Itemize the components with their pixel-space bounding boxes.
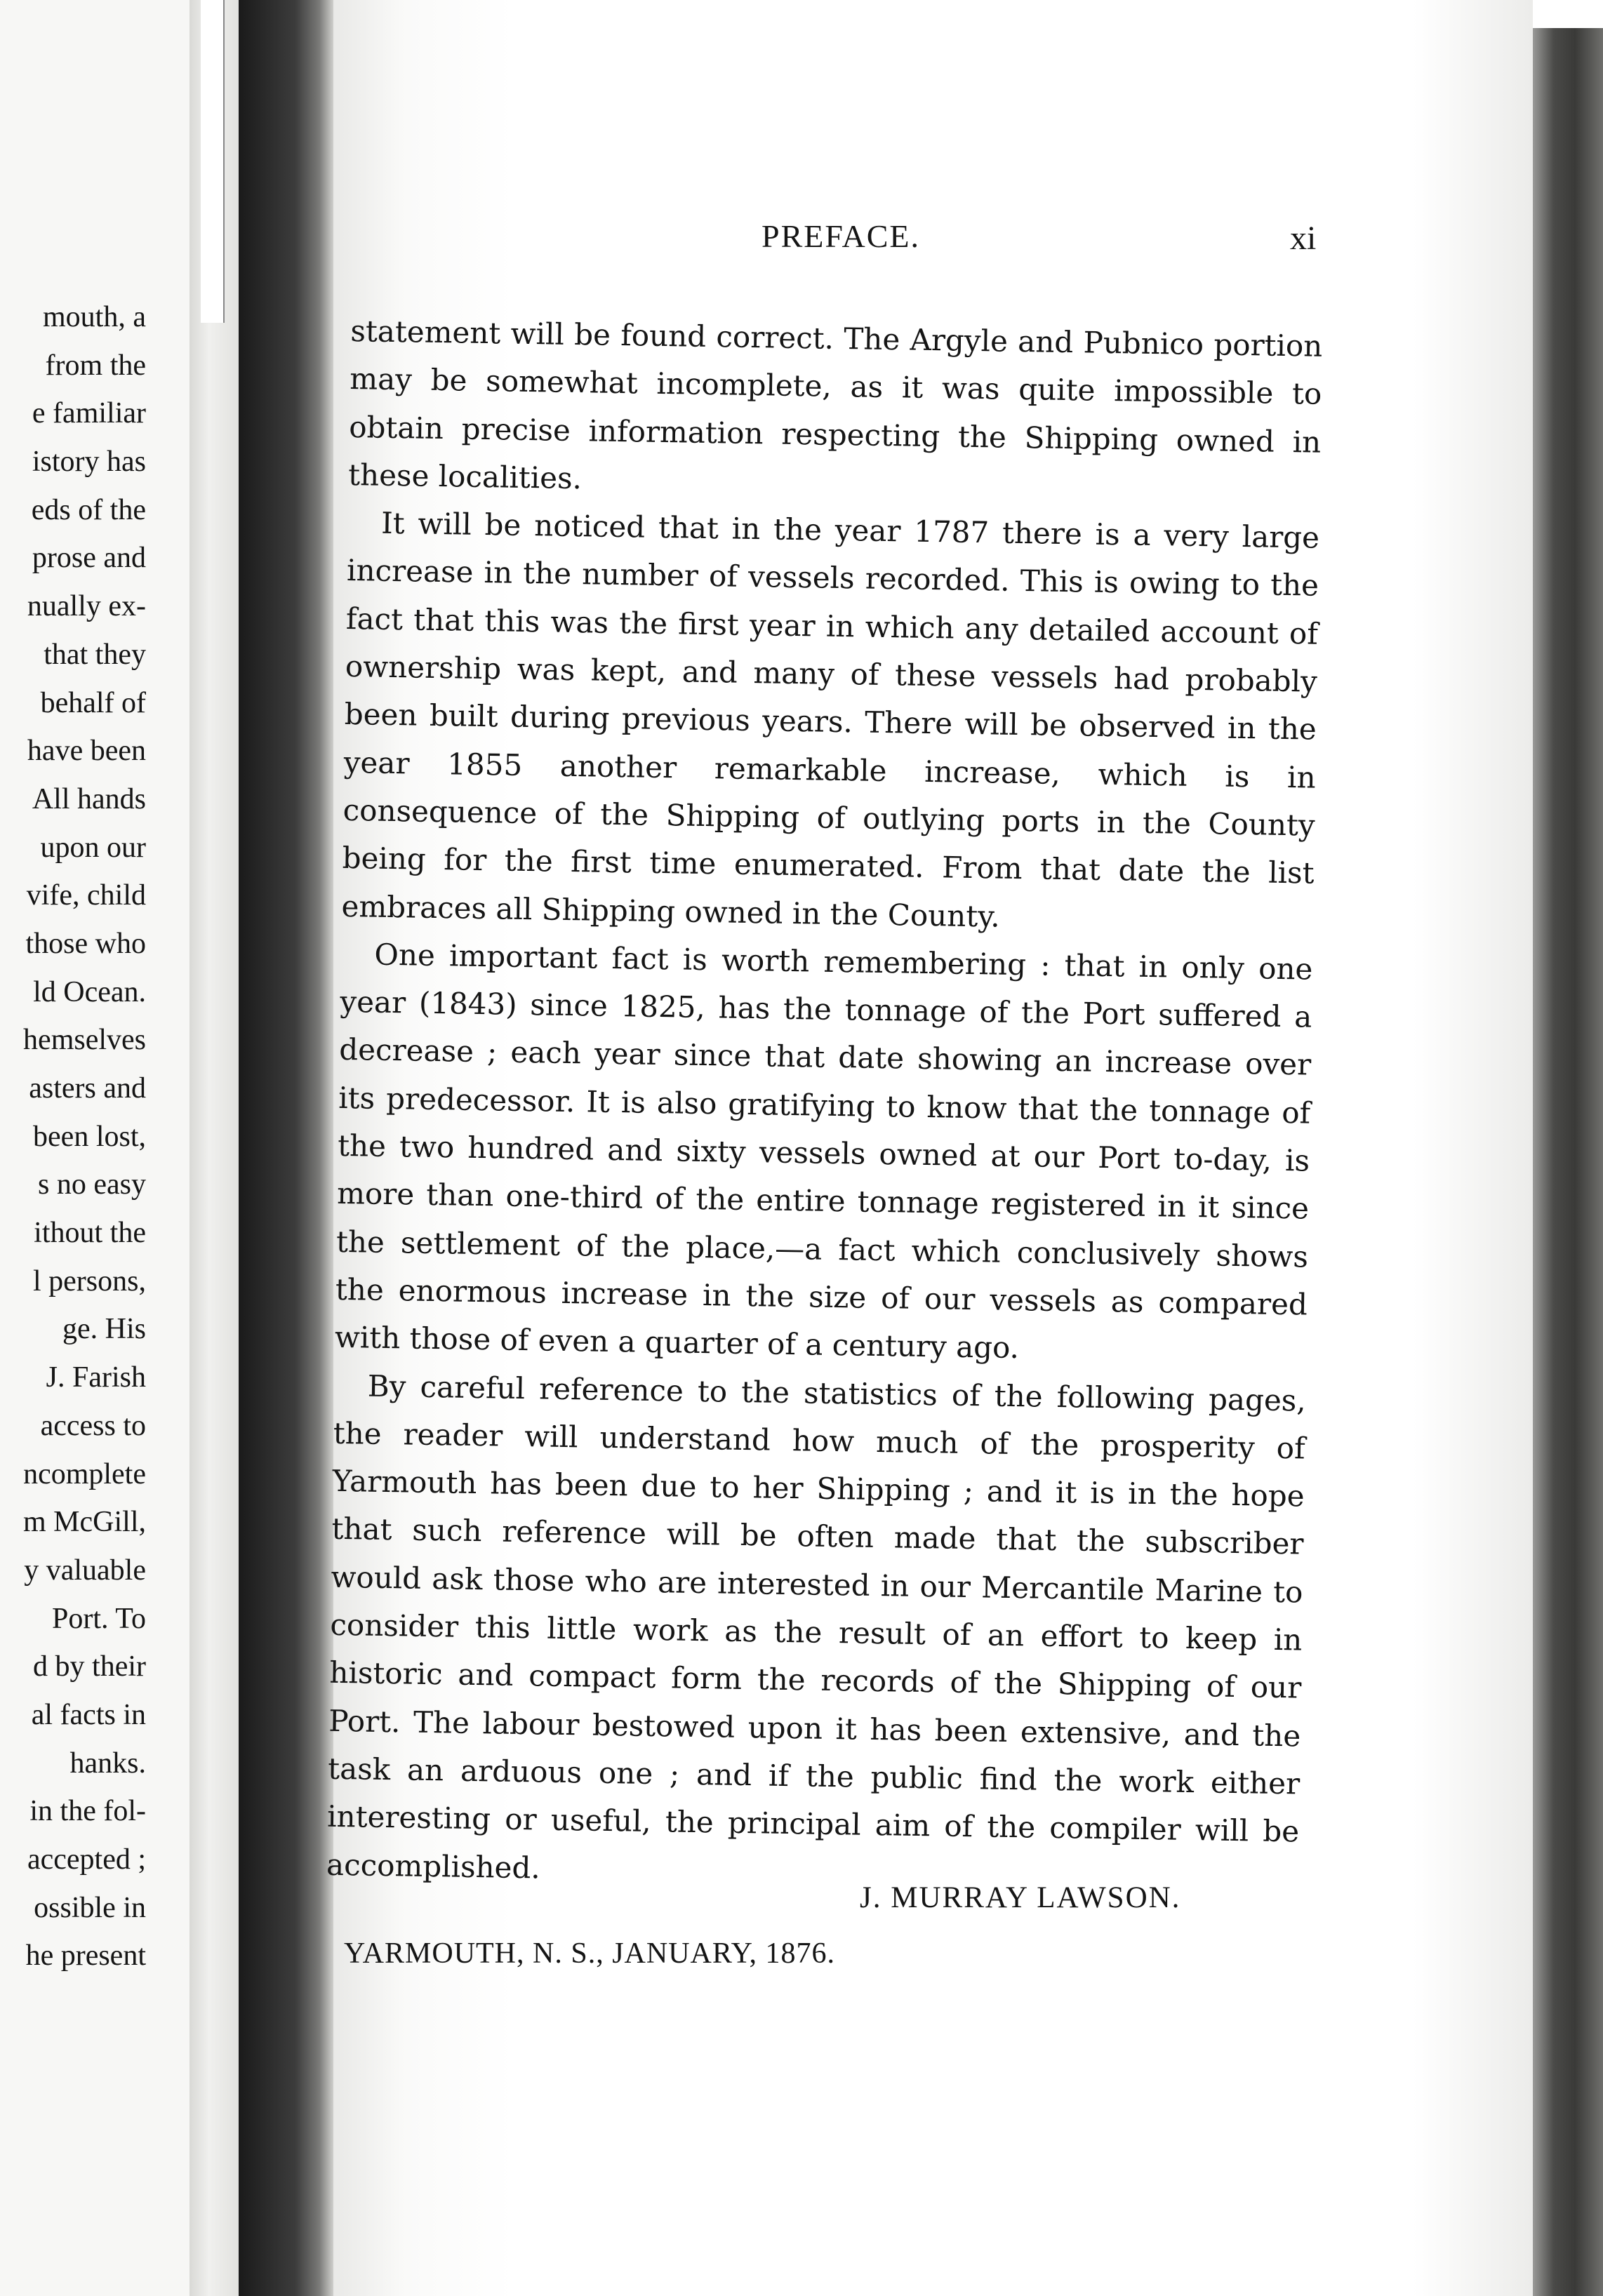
left-page-line: hemselves bbox=[23, 1024, 146, 1057]
left-page-line: eds of the bbox=[31, 493, 146, 526]
left-page-line: m McGill, bbox=[23, 1506, 146, 1539]
place-date-line: YARMOUTH, N. S., JANUARY, 1876. bbox=[344, 1937, 835, 1970]
paragraph: statement will be found correct. The Argyle and Pubnico portion may be somewhat incomplete, as it was quite impossible to obtain precise information respecting the Shipping owned in these localities. bbox=[347, 313, 1323, 496]
paragraph: It will be noticed that in the year 1787 there is a very large increase in the number of vessels recorded. This is owing to the fact that this was the first year in which any detailed account of ownership was kept, and many of these vessels had probably been built during previous years. There will be observed in the year 1855 another remarkable increase, which is in consequence of the Shipping of outlying ports in the County being for the first time enumerated. From that date the list embraces all Shipping owned in the County. bbox=[341, 505, 1320, 934]
left-page-line: accepted ; bbox=[27, 1843, 146, 1876]
page-header bbox=[0, 203, 1603, 260]
left-facing-page bbox=[0, 0, 189, 2296]
left-page-line: that they bbox=[44, 638, 146, 671]
torn-paper-slip bbox=[201, 0, 225, 323]
left-page-line: ncomplete bbox=[23, 1457, 146, 1490]
left-page-line: ge. His bbox=[62, 1313, 146, 1346]
left-page-text bbox=[0, 293, 146, 1980]
left-page-line: s no easy bbox=[38, 1168, 146, 1201]
page-stack-edge bbox=[1533, 28, 1603, 2296]
left-page-line: in the fol- bbox=[29, 1795, 146, 1828]
page-number: xi bbox=[1290, 220, 1317, 257]
paragraph: By careful reference to the statistics of the following pages, the reader will understand how much of the prosperity of Yarmouth has been due to her Shipping ; and it is in the hope that such reference will be often made that the subscriber would ask those who are interested in our Mercantile Marine to consider this little work as the result of an effort to keep in historic and compact form the records of the Shipping of our Port. The labour bestowed upon it has been extensive, and the task an arduous one ; and if the public find the work either interesting or useful, the principal aim of the compiler will be accomplished. bbox=[326, 1368, 1307, 1885]
left-page-line: J. Farish bbox=[46, 1361, 146, 1394]
left-page-line: mouth, a bbox=[43, 301, 146, 333]
left-page-line: al facts in bbox=[31, 1698, 146, 1731]
left-page-line: been lost, bbox=[33, 1120, 146, 1153]
left-page-line: vife, child bbox=[26, 879, 146, 912]
preface-text bbox=[326, 307, 1323, 1904]
left-page-line: d by their bbox=[33, 1650, 146, 1683]
paragraph: One important fact is worth remembering : that in only one year (1843) since 1825, has the tonnage of the Port suffered a decrease ; each year since that date showing an increase over its predecessor. It is also gratifying to know that the tonnage of the two hundred and sixty vessels owned at our Port to-day, is more than one-third of the entire tonnage registered in it since the settlement of the place,—a fact which conclusively shows the enormous increase in the size of our vessels as compared with those of even a quarter of a century ago. bbox=[334, 937, 1313, 1366]
left-page-line: prose and bbox=[32, 542, 146, 575]
left-page-line: access to bbox=[40, 1409, 146, 1442]
left-page-line: asters and bbox=[29, 1072, 146, 1104]
left-page-line: he present bbox=[25, 1940, 146, 1973]
left-page-line: behalf of bbox=[40, 686, 146, 719]
left-page-line: upon our bbox=[40, 831, 146, 864]
left-page-line: istory has bbox=[32, 446, 146, 479]
left-page-line: l persons, bbox=[33, 1264, 146, 1297]
left-page-line: from the bbox=[45, 349, 146, 382]
page-edge-strip bbox=[189, 0, 239, 2296]
running-title: PREFACE. bbox=[761, 218, 921, 254]
left-page-line: All hands bbox=[32, 782, 146, 815]
left-page-line: Port. To bbox=[52, 1602, 146, 1635]
left-page-line: ithout the bbox=[34, 1217, 146, 1250]
left-page-line: have been bbox=[27, 735, 146, 768]
left-page-line: e familiar bbox=[32, 397, 146, 430]
left-page-line: those who bbox=[25, 927, 146, 960]
left-page-line: hanks. bbox=[69, 1747, 146, 1780]
book-gutter bbox=[239, 0, 333, 2296]
left-page-line: nually ex- bbox=[27, 590, 146, 623]
author-signature: J. MURRAY LAWSON. bbox=[860, 1881, 1181, 1914]
left-page-line: y valuable bbox=[24, 1554, 146, 1587]
left-page-line: ossible in bbox=[34, 1891, 146, 1924]
left-page-line: ld Ocean. bbox=[33, 975, 146, 1008]
